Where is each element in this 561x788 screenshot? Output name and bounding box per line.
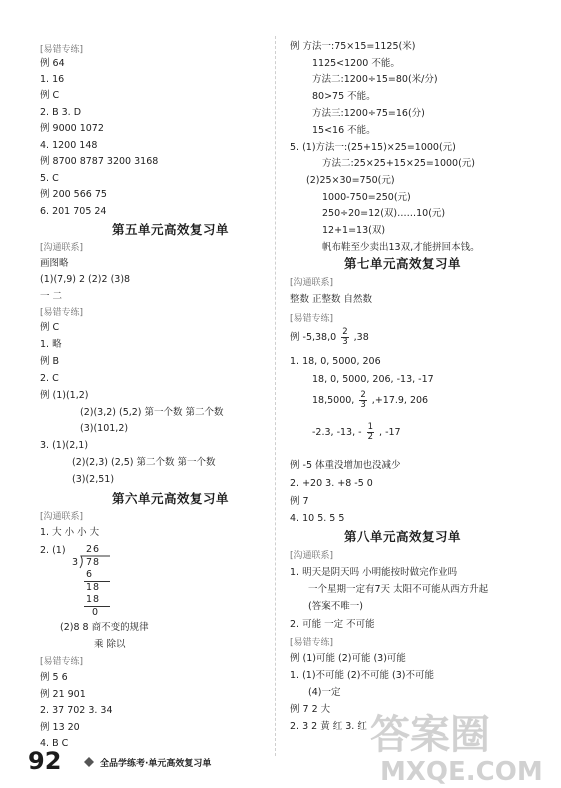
answer-text: ,38 [353,332,369,343]
division-quotient: 26 [86,544,101,555]
column-divider [275,36,276,756]
page-number: 92 [28,747,62,775]
answer-line: 1. 略 [40,339,62,350]
answer-line: 例 7 [290,496,309,507]
svg-text:MXQE.COM: MXQE.COM [380,757,543,784]
unit-heading: 第七单元高效复习单 [344,256,462,271]
section-label: [易错专练] [40,308,84,318]
fraction-numerator: 2 [360,390,366,400]
fraction [341,328,348,347]
answer-text: -2.3, -13, - [312,427,362,438]
answer-line: 例 (1)(1,2) [40,390,89,401]
unit-heading: 第五单元高效复习单 [112,222,230,237]
answer-text: 18,5000, [312,395,355,406]
answer-line: (2)(3,2) (5,2) 第一个数 第二个数 [80,407,224,418]
answer-line: (答案不唯一) [308,601,363,612]
answer-line: 250÷20=12(双)……10(元) [322,208,446,219]
answer-line: 4. 1200 148 [40,140,98,151]
answer-line: 画图略 [40,258,69,269]
answer-line: 例 7 2 大 [290,704,331,715]
answer-line: 例 9000 1072 [40,123,104,134]
answer-line: 2. 可能 一定 不可能 [290,619,375,630]
fraction [367,423,374,442]
answer-line: 例 方法一:75×15=1125(米) [290,41,416,52]
answer-line: 方法二:25×25+15×25=1000(元) [322,158,475,169]
section-label: [易错专练] [40,657,84,667]
division-divisor: 3 [72,557,80,568]
answer-line: 1125<1200 不能。 [312,58,400,69]
answer-line: 4. B C [40,738,69,749]
diamond-icon [84,757,94,767]
answer-line [290,327,369,349]
answer-line: (1)(7,9) 2 (2)2 (3)8 [40,274,131,285]
answer-line: 2. (1) [40,545,66,556]
division-dividend: 78 [86,557,101,568]
section-label: [沟通联系] [40,512,84,522]
answer-line: 2. 3 2 黄 红 3. 红 [290,721,367,732]
answer-line: 乘 除以 [94,639,126,650]
section-label: [易错专练] [290,638,334,648]
answer-line: 1. 16 [40,74,65,85]
answer-line: 80>75 不能。 [312,91,376,102]
answer-text: , -17 [379,427,401,438]
answer-line: (4)一定 [308,687,341,698]
section-label: [易错专练] [290,314,334,324]
division-step: 18 [86,582,101,593]
answer-line: 例 8700 8787 3200 3168 [40,156,159,167]
division-remainder: 0 [92,607,100,618]
answer-line: 5. C [40,173,59,184]
answer-line: 2. +20 3. +8 -5 0 [290,478,373,489]
answer-line: (2)8 8 商不变的规律 [60,622,149,633]
unit-heading: 第八单元高效复习单 [344,529,462,544]
answer-line: 例 13 20 [40,722,80,733]
answer-line: (2)25×30=750(元) [306,175,395,186]
answer-line: 例 200 566 75 [40,189,107,200]
section-label: [沟通联系] [40,243,84,253]
answer-line: 1. 明天是阴天吗 小明能按时做完作业吗 [290,567,458,578]
answer-line: 例 (1)可能 (2)可能 (3)可能 [290,653,406,664]
fraction-numerator: 2 [342,327,348,337]
section-label: [沟通联系] [290,278,334,288]
fraction [359,391,366,410]
answer-line: 1. 18, 0, 5000, 206 [290,356,381,367]
answer-line: (2)(2,3) (2,5) 第二个数 第一个数 [72,457,216,468]
fraction-denominator: 3 [342,337,348,347]
answer-line: 一 二 [40,291,63,302]
answer-line: 一个星期一定有7天 太阳不可能从西方升起 [308,584,489,595]
answer-line: 方法三:1200÷75=16(分) [312,108,425,119]
division-step: 6 [86,569,94,580]
answer-text: 例 -5,38,0 [290,332,337,343]
answer-line: 例 21 901 [40,689,86,700]
answer-line: 1. 大 小 小 大 [40,527,100,538]
fraction-denominator: 2 [367,432,374,442]
answer-line: 例 64 [40,58,65,69]
unit-heading: 第六单元高效复习单 [112,491,230,506]
footer-text: 全品学练考·单元高效复习单 [100,759,212,769]
answer-line: 帆布鞋至少卖出13双,才能拼回本钱。 [322,242,480,253]
watermark-logo [366,704,556,784]
answer-line: 2. B 3. D [40,107,82,118]
answer-line: 12+1=13(双) [322,225,386,236]
answer-line: 2. 37 702 3. 34 [40,705,113,716]
answer-line: 1. (1)不可能 (2)不可能 (3)不可能 [290,670,434,681]
svg-text:答案圈: 答案圈 [370,712,490,758]
fraction-numerator: 1 [367,422,374,432]
answer-line: (3)(2,51) [72,474,115,485]
answer-line: 15<16 不能。 [312,125,376,136]
answer-line: 2. C [40,373,59,384]
answer-line: 例 -5 体重没增加也没减少 [290,460,401,471]
division-step: 18 [86,594,101,605]
section-label: [沟通联系] [290,551,334,561]
answer-line: 18, 0, 5000, 206, -13, -17 [312,374,434,385]
answer-line: 整数 正整数 自然数 [290,294,373,305]
answer-line: 3. (1)(2,1) [40,440,89,451]
answer-line: 1000-750=250(元) [322,192,411,203]
answer-line [312,422,401,444]
fraction-denominator: 3 [360,400,366,410]
answer-line: 例 5 6 [40,672,68,683]
answer-line: 例 C [40,90,60,101]
answer-line [312,390,428,412]
answer-line: 方法二:1200÷15=80(米/分) [312,74,438,85]
section-label: [易错专练] [40,45,84,55]
answer-line: 6. 201 705 24 [40,206,107,217]
answer-text: ,+17.9, 206 [371,395,429,406]
answer-line: 例 B [40,356,60,367]
answer-line: 4. 10 5. 5 5 [290,513,345,524]
answer-line: 5. (1)方法一:(25+15)×25=1000(元) [290,142,456,153]
answer-line: (3)(101,2) [80,423,129,434]
answer-line: 例 C [40,322,60,333]
